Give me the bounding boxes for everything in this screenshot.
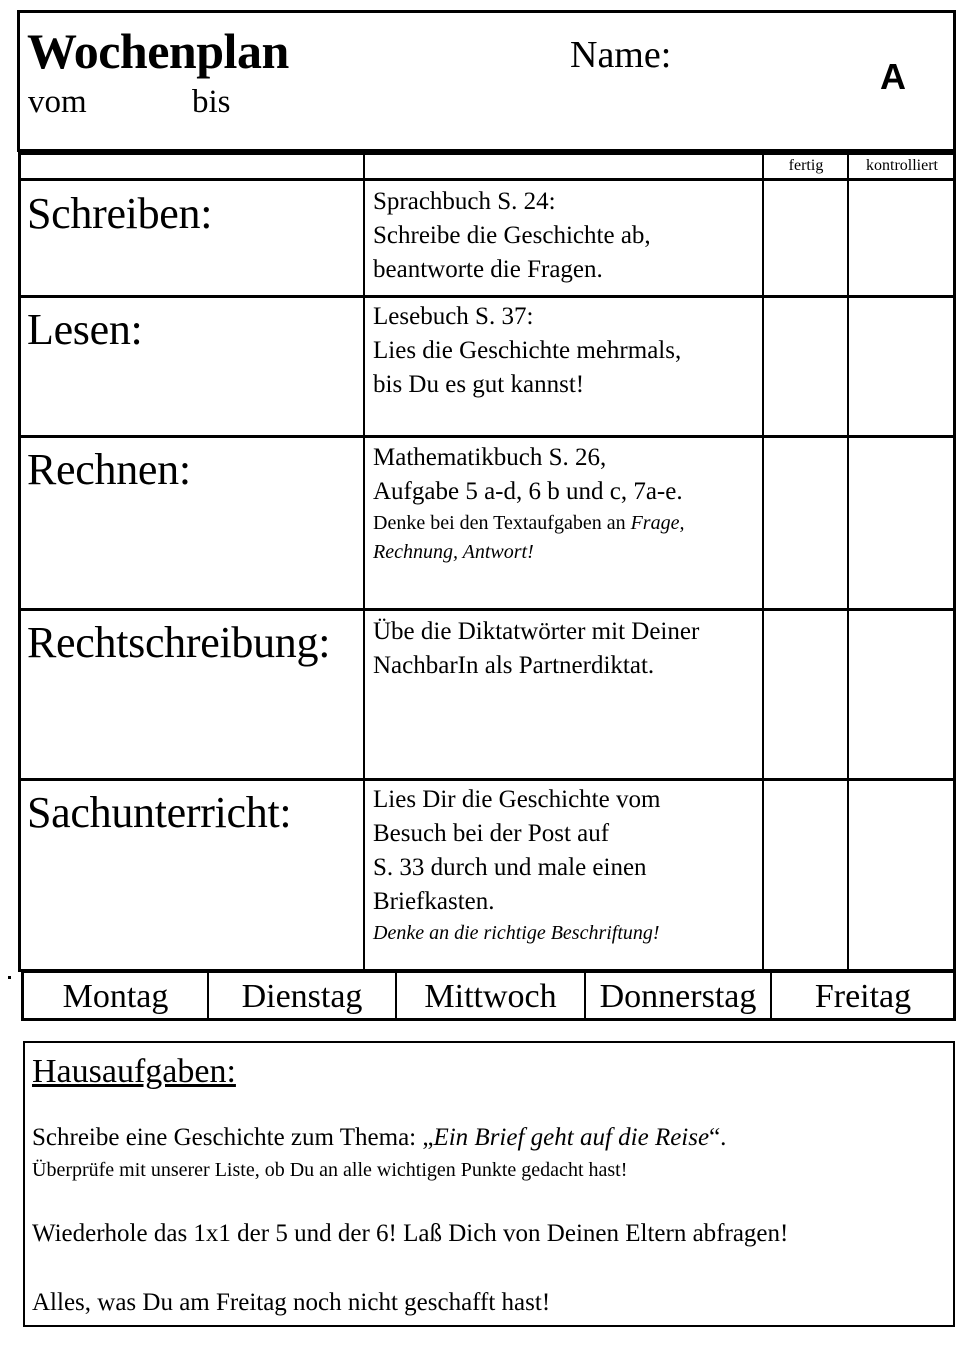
checked-column-header: kontrolliert — [866, 157, 938, 174]
day-tuesday: Dienstag — [241, 978, 363, 1015]
task-text — [373, 783, 660, 948]
subject-label: Rechtschreibung: — [27, 618, 331, 667]
task-line: Übe die Diktatwörter mit Deiner — [373, 618, 700, 645]
task-note-prefix: Denke bei den Textaufgaben an — [373, 512, 631, 534]
row-divider — [18, 778, 956, 781]
checked-column-divider — [847, 152, 849, 972]
task-note-italic: Rechnung, Antwort! — [373, 541, 534, 563]
homework-task-1-suffix: “. — [709, 1124, 727, 1151]
task-line: Sprachbuch S. 24: — [373, 188, 556, 215]
homework-task-3: Alles, was Du am Freitag noch nicht geschafft hast! — [32, 1289, 551, 1316]
homework-task-1-prefix: Schreibe eine Geschichte zum Thema: „ — [32, 1124, 434, 1151]
subject-label: Schreiben: — [27, 189, 213, 238]
done-column-header: fertig — [788, 157, 824, 174]
task-note-italic: Frage, — [630, 512, 685, 534]
homework-task-1 — [32, 1124, 726, 1152]
homework-title: Hausaufgaben: — [32, 1053, 236, 1090]
page-title: Wochenplan — [27, 23, 289, 79]
task-line: Lesebuch S. 37: — [373, 303, 534, 330]
task-line: Briefkasten. — [373, 888, 495, 915]
task-text — [373, 441, 684, 567]
subject-label: Sachunterricht: — [27, 788, 292, 837]
done-column-divider — [762, 152, 764, 972]
from-label: vom — [28, 84, 87, 120]
task-line: Besuch bei der Post auf — [373, 820, 610, 847]
homework-task-1-note: Überprüfe mit unserer Liste, ob Du an alle wichtigen Punkte gedacht hast! — [32, 1159, 628, 1181]
task-line: NachbarIn als Partnerdiktat. — [373, 652, 655, 679]
name-label: Name: — [570, 34, 672, 76]
task-text — [373, 300, 681, 402]
task-line: Mathematikbuch S. 26, — [373, 444, 607, 471]
task-line: bis Du es gut kannst! — [373, 371, 585, 398]
task-note — [373, 509, 684, 538]
row-divider — [18, 295, 956, 298]
task-text — [373, 185, 651, 287]
subject-column-divider — [363, 152, 365, 972]
day-monday: Montag — [62, 978, 169, 1015]
to-label: bis — [192, 84, 231, 120]
task-line: Schreibe die Geschichte ab, — [373, 222, 651, 249]
task-line: Lies Dir die Geschichte vom — [373, 786, 661, 813]
task-line: S. 33 durch und male einen — [373, 854, 647, 881]
day-wednesday: Mittwoch — [424, 978, 557, 1015]
day-friday: Freitag — [814, 978, 912, 1015]
day-thursday: Donnerstag — [599, 978, 757, 1015]
row-divider — [18, 435, 956, 438]
task-note-italic: Denke an die richtige Beschriftung! — [373, 922, 660, 944]
homework-task-1-topic: Ein Brief geht auf die Reise — [433, 1124, 710, 1151]
task-line: Aufgabe 5 a-d, 6 b und c, 7a-e. — [373, 478, 683, 505]
table-header-divider — [18, 178, 956, 181]
task-text — [373, 615, 699, 683]
homework-task-2: Wiederhole das 1x1 der 5 und der 6! Laß Dich von Deinen Eltern abfragen! — [32, 1220, 789, 1247]
row-divider — [18, 608, 956, 611]
version-letter: A — [880, 56, 906, 97]
subject-label: Rechnen: — [27, 445, 191, 494]
task-line: Lies die Geschichte mehrmals, — [373, 337, 682, 364]
scan-speck — [8, 976, 11, 979]
task-line: beantworte die Fragen. — [373, 256, 603, 283]
subject-label: Lesen: — [27, 305, 143, 354]
